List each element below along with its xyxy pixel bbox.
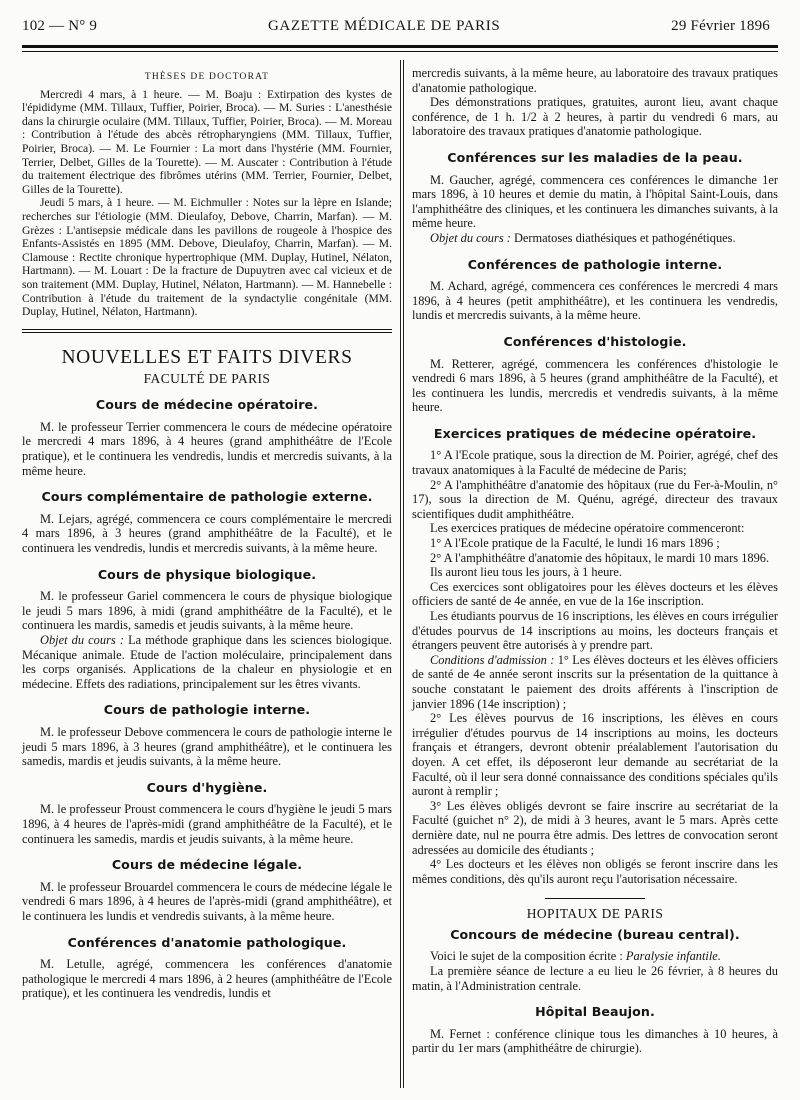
demonstrations-text: Des démonstrations pratiques, gratuites, auront lieu, avant chaque conférence, de 1 h. 1/2 à 2 heures, à partir du vendredi 6 mars, au laboratoire des travaux pratiques d'anatomie pathologique. <box>412 95 778 139</box>
section-text: M. le professeur Gariel commencera le cours de physique biologique le jeudi 5 mars 1896, à midi (grand amphithéâtre de la Faculté), et le continuera les mardis, samedis et jeudis suivants, à la même heure. <box>22 589 392 633</box>
concours-subject: Paralysie infantile. <box>625 949 721 964</box>
conditions-item: 2° Les élèves pourvus de 16 inscriptions, les élèves en cours irrégulier d'études pourvus de 14 inscriptions au moins, les docteurs français et étrangers, devront obtenir préalablement l'autorisation du doyen. A cet effet, ils déposeront leur demande au secrétariat de la Faculté, où il leur sera donné connaissance des conditions spéciales qu'ils auront à remplir ; <box>412 711 778 799</box>
conditions-item: 4° Les docteurs et les élèves non obligés se feront inscrire dans les mêmes conditions, dès qu'ils auront reçu l'autorisation nécessaire. <box>412 857 778 886</box>
section-title: Cours de pathologie interne. <box>103 702 311 718</box>
header-rule-thin <box>22 51 778 52</box>
section-text: M. Achard, agrégé, commencera ces conférences le mercredi 4 mars 1896, à 4 heures (petit amphithéâtre), et les continuera les vendredis, lundis et mercredis suivants, à la même heure. <box>412 279 778 323</box>
exercise-item: 2° A l'amphithéâtre d'anatomie des hôpitaux (rue du Fer-à-Moulin, n° 17), sous la direction de M. Quénu, agrégé, directeur des travaux scientifiques dudit amphithéâtre. <box>412 477 778 521</box>
column-divider-second <box>403 60 404 1088</box>
section-text: M. le professeur Brouardel commencera le cours de médecine légale le vendredi 6 mars 1896, à 4 heures de l'après-midi (grand amphithéâtre), et le continuera les lundis et vendredis suivants, à la même heure. <box>22 879 392 923</box>
journal-title: GAZETTE MÉDICALE DE PARIS <box>267 18 501 34</box>
conditions-label: Conditions d'admission : <box>430 652 555 667</box>
section-text: M. Retterer, agrégé, commencera les conférences d'histologie le vendredi 6 mars 1896, à 5 heures (grand amphithéâtre de la Faculté), et les continuera les lundis, mercredis et vendredis suivants, à la même heure. <box>412 356 778 415</box>
section-text: M. Letulle, agrégé, commencera les conférences d'anatomie pathologique le mercredi 4 mars 1896, à 2 heures (amphithéâtre de l'Ecole pratique), et les continuera les vendredis, lundis et <box>22 957 392 1001</box>
exercise-item: 1° A l'Ecole pratique de la Faculté, le lundi 16 mars 1896 ; <box>430 536 720 551</box>
short-separator <box>545 898 645 899</box>
section-text: M. le professeur Proust commencera le cours d'hygiène le jeudi 5 mars 1896, à 4 heures de l'après-midi (grand amphithéâtre de la Faculté), et le continuera les samedis, mardis et jeudis suivants, à la même heure. <box>22 802 392 846</box>
exercise-item: Ils auront lieu tous les jours, à 1 heure. <box>430 565 623 580</box>
page-number: 102 — N° 9 <box>22 18 98 34</box>
objet-paragraph <box>412 231 778 246</box>
section-title: Exercices pratiques de médecine opératoire. <box>433 425 757 441</box>
nouvelles-title: NOUVELLES ET FAITS DIVERS <box>61 346 353 368</box>
left-column <box>22 70 392 1001</box>
section-title: Cours de médecine opératoire. <box>95 397 319 413</box>
section-title: Cours de médecine légale. <box>111 857 303 873</box>
section-title: Conférences d'histologie. <box>503 333 687 349</box>
section-text: M. Lejars, agrégé, commencera ce cours complémentaire le mercredi 4 mars 1896, à 3 heures (grand amphithéâtre de la Faculté), et le continuera les vendredis, lundis et mercredis suivants, à la même heure. <box>22 511 392 556</box>
objet-text: La méthode graphique dans les sciences biologique. Mécanique animale. Etude de l'action moléculaire, principalement dans les corps organisés. Applications de la chaleur en physiologie et en médecine. Effets des radiations, principalement sur les êtres vivants. <box>22 633 392 691</box>
right-column <box>412 66 778 1056</box>
section-title: Cours d'hygiène. <box>146 779 268 795</box>
exercise-item: Ces exercices sont obligatoires pour les élèves docteurs et les élèves officiers de santé de 4e année, en vue de la 16e inscription. <box>412 579 778 609</box>
column-divider <box>400 60 401 1088</box>
section-title: Conférences d'anatomie pathologique. <box>67 934 347 950</box>
section-separator <box>22 329 392 333</box>
section-title: Concours de médecine (bureau central). <box>450 926 740 942</box>
section-title: Conférences de pathologie interne. <box>467 256 723 272</box>
concours-paragraph <box>412 949 778 964</box>
conditions-text: 1° Les élèves docteurs et les élèves officiers de santé de 4e année seront inscrits sur la présentation de la quittance à souche constatant le paiement des droits afférents à l'inscription de janvier 1896 (14e inscription) ; <box>412 652 778 711</box>
exercise-item: Les exercices pratiques de médecine opératoire commenceront: <box>430 521 745 536</box>
issue-date: 29 Février 1896 <box>671 18 770 34</box>
faculte-title: FACULTÉ DE PARIS <box>143 370 271 386</box>
section-title: Cours de physique biologique. <box>97 566 317 582</box>
section-title: Hôpital Beaujon. <box>535 1004 655 1020</box>
section-text: M. le professeur Debove commencera le cours de pathologie interne le jeudi 5 mars 1896, à 3 heures (grand amphithéâtre), et le continuera les samedis, mardis et jeudis suivants, à la même heure. <box>22 724 392 769</box>
header-rule-thick <box>22 45 778 48</box>
section-title: Cours complémentaire de pathologie externe. <box>41 489 373 505</box>
theses-title: THÈSES DE DOCTORAT <box>144 72 270 82</box>
page-header <box>22 18 770 40</box>
section-text: M. Fernet : conférence clinique tous les dimanches à 10 heures, à partir du 1er mars (amphithéâtre de chirurgie). <box>412 1026 778 1056</box>
conditions-item: 3° Les élèves obligés devront se faire inscrire au secrétariat de la Faculté (guichet n° 2), de midi à 3 heures, avant le 5 mars. Après cette dernière date, nul ne pourra être admis. Des lettres de convocation seront adressées au domicile des étudiants ; <box>412 798 778 857</box>
objet-text: Dermatoses diathésiques et pathogénétiques. <box>510 230 736 245</box>
objet-label: Objet du cours : <box>430 230 511 245</box>
exercise-item: Les étudiants pourvus de 16 inscriptions, les élèves en cours irrégulier d'études pourvus de 14 inscriptions au moins, les docteurs français et étrangers peuvent être autorisés à y prendre part. <box>412 609 778 653</box>
exercise-item: 1° A l'Ecole pratique, sous la direction de M. Poirier, agrégé, chef des travaux anatomiques à la Faculté de médecine de Paris; <box>412 448 778 478</box>
theses-paragraph-2: Jeudi 5 mars, à 1 heure. — M. Eichmuller : Notes sur la lèpre en Islande; recherches sur l'étiologie (MM. Dieulafoy, Debove, Charrin, Marfan). — M. Grèzes : L'antisepsie médicale dans les pavillons de rougeole à l'hospice des Enfants-Assistés en 1895 (MM. Debove, Dieulafoy, Charrin, Marfan). — M. Clamouse : Rectite chronique hypertrophique (MM. Duplay, Hutinel, Nélaton, Hartmann). — M. Louart : De la fracture de Dupuytren avec cal vicieux et de son traitement (MM. Duplay, Hutinel, Nélaton, Hartmann). — M. Hannebelle : Contribution à l'étude du traitement de la syndactylie congénitale (MM. Duplay, Hutinel, Nélaton, Hartmann). <box>22 196 392 319</box>
conditions-paragraph <box>412 653 778 711</box>
section-text: M. le professeur Terrier commencera le cours de médecine opératoire le mercredi 4 mars 1896, à 4 heures (grand amphithéâtre de l'Ecole pratique), et le continuera les vendredis, lundis et mercredis suivants, à la même heure. <box>22 419 392 478</box>
hopitaux-title: HOPITAUX DE PARIS <box>526 906 664 922</box>
exercise-item: 2° A l'amphithéâtre d'anatomie des hôpitaux, le mardi 10 mars 1896. <box>430 550 770 565</box>
concours-lead: Voici le sujet de la composition écrite : <box>430 949 626 964</box>
continued-text: mercredis suivants, à la même heure, au laboratoire des travaux pratiques d'anatomie pathologique. <box>412 66 778 95</box>
section-title: Conférences sur les maladies de la peau. <box>447 149 743 165</box>
section-text: M. Gaucher, agrégé, commencera ces conférences le dimanche 1er mars 1896, à 10 heures et demie du matin, à l'hôpital Saint-Louis, dans l'amphithéâtre des cliniques, et les continuera les dimanches suivants, à la même heure. <box>412 172 778 231</box>
objet-paragraph <box>22 633 392 691</box>
concours-text: La première séance de lecture a eu lieu le 26 février, à 8 heures du matin, à l'Administration centrale. <box>412 964 778 993</box>
objet-label: Objet du cours : <box>40 633 124 647</box>
theses-paragraph-1: Mercredi 4 mars, à 1 heure. — M. Boaju : Extirpation des kystes de l'épididyme (MM. Tillaux, Tuffier, Poirier, Broca). — M. Suries : L'anesthésie dans la chirurgie oculaire (MM. Tillaux, Tuffier, Poirier, Broca). — M. Moreau : Contribution à l'étude des abcès rétropharyngiens (MM. Tillaux, Tuffier, Poirier, Broca). — M. Le Fournier : La mort dans l'hystérie (MM. Fournier, Terrier, Delbet, Gilles de la Tourette). — M. Auscater : Contribution à l'étude du traitement électrique des fibrômes utérins (MM. Terrier, Fournier, Delbet, Gilles de la Tourette). <box>22 87 392 196</box>
